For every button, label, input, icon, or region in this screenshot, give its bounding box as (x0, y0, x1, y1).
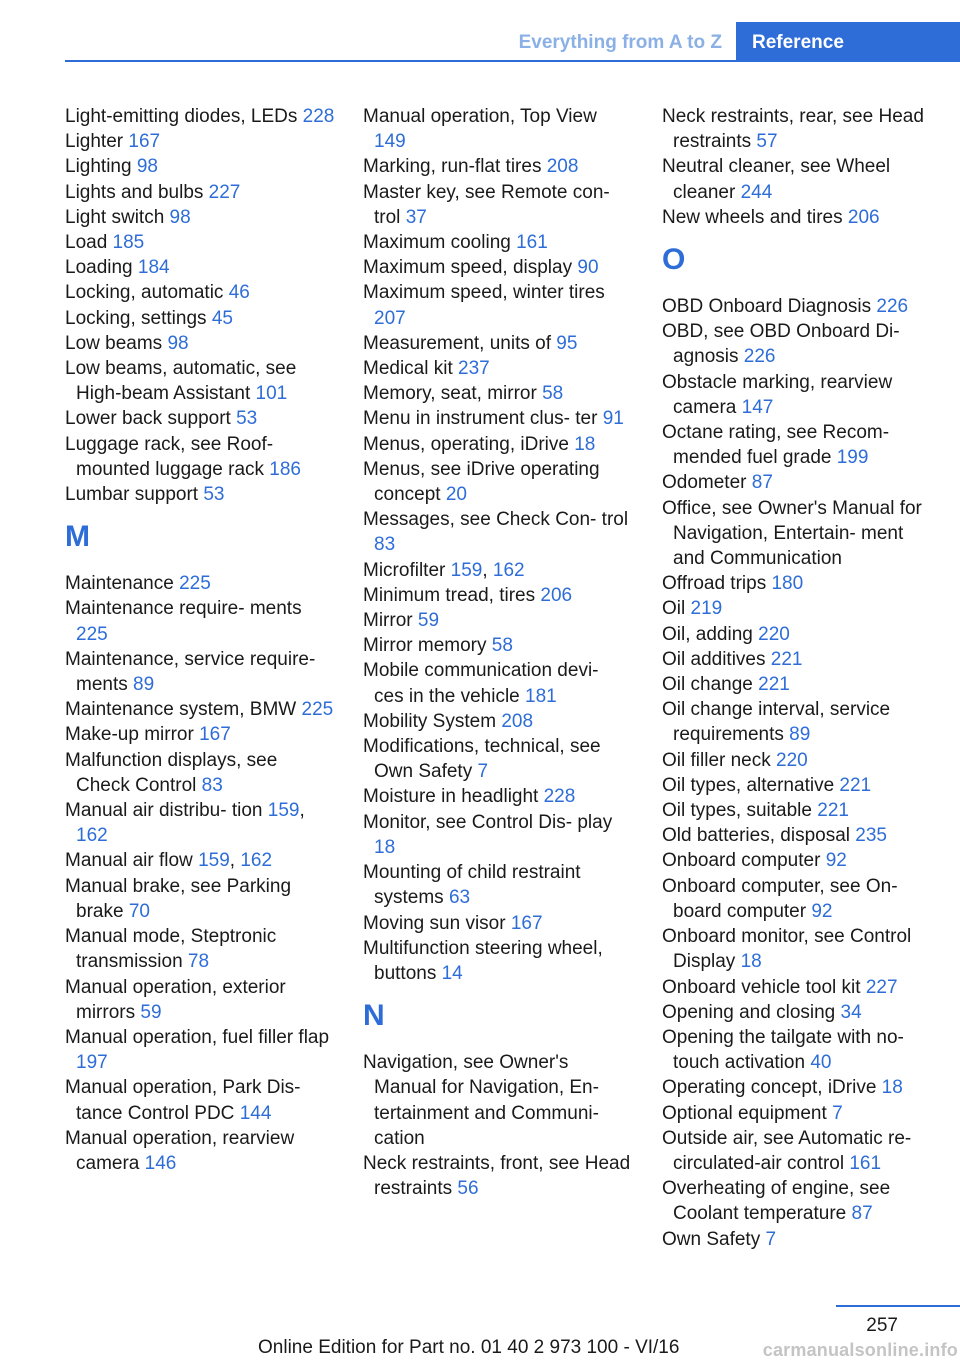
entry-term: OBD, see OBD Onboard Di- agnosis (662, 321, 900, 368)
index-entry (65, 596, 335, 646)
index-entry (363, 633, 633, 658)
entry-term: Light-emitting diodes, LEDs (65, 106, 303, 127)
index-entry (65, 1025, 335, 1075)
index-entry (363, 583, 633, 608)
index-entry (662, 975, 930, 1000)
entry-term: Minimum tread, tires (363, 584, 541, 606)
entry-term: Medical kit (363, 358, 459, 380)
page-reference-link[interactable]: 78 (187, 951, 210, 973)
index-entry (662, 773, 930, 798)
index-column-1 (65, 104, 335, 1176)
page-reference-link[interactable]: 92 (825, 850, 847, 872)
entry-term: Oil, adding (662, 623, 759, 645)
page-reference-link[interactable]: 56 (457, 1178, 479, 1200)
entry-term: Make-up mirror (65, 724, 200, 746)
index-entry (65, 748, 335, 798)
letter-heading: N (363, 999, 385, 1033)
page-reference-link[interactable]: 162 (492, 559, 525, 581)
page-number: 257 (866, 1315, 898, 1336)
page-reference-link[interactable]: 53 (203, 484, 225, 506)
page-reference-link[interactable]: 7 (832, 1102, 843, 1124)
index-entry (363, 936, 633, 986)
index-entry (65, 571, 335, 596)
entry-term: Mirror memory (363, 635, 492, 657)
entry-term: Marking, run-flat tires (363, 156, 547, 178)
index-entry (662, 748, 930, 773)
page-reference-link[interactable]: 159 (267, 800, 300, 822)
index-entry (65, 697, 335, 722)
entry-term: Locking, settings (65, 307, 212, 329)
page-reference-link[interactable]: 58 (542, 383, 564, 405)
page-reference-link[interactable]: 206 (847, 206, 880, 228)
page-reference-link[interactable]: 208 (546, 156, 579, 178)
entry-term: Light switch (65, 206, 170, 228)
page-reference-link[interactable]: 167 (510, 912, 543, 934)
page-reference-link[interactable]: 40 (810, 1052, 832, 1074)
entry-term: Maintenance require- ments (65, 598, 302, 620)
index-entry (65, 230, 335, 255)
entry-term: Lighting (65, 156, 137, 178)
index-column-3 (662, 104, 930, 1252)
index-entry (662, 154, 930, 204)
page-reference-link[interactable]: 146 (144, 1152, 177, 1174)
entry-term: Onboard vehicle tool kit (662, 976, 866, 998)
entry-term: Measurement, units of (363, 332, 557, 354)
entry-term: Oil change interval, service requirements (662, 699, 891, 746)
page-reference-link[interactable]: 89 (133, 674, 155, 696)
entry-term: Mounting of child restraint systems (363, 862, 581, 909)
index-entry (363, 608, 633, 633)
entry-term: Locking, automatic (65, 282, 229, 304)
index-entry (65, 722, 335, 747)
page-reference-link[interactable]: 89 (789, 724, 811, 746)
entry-term: Neck restraints, rear, see Head restraints (662, 106, 924, 153)
entry-term: Manual operation, Park Dis- tance Control PDC (65, 1077, 301, 1124)
index-entry (662, 798, 930, 823)
index-entry (363, 911, 633, 936)
index-column-2 (363, 104, 633, 1201)
page-reference-link[interactable]: 206 (540, 584, 573, 606)
index-entry (65, 306, 335, 331)
page-reference-link[interactable]: 162 (76, 825, 108, 847)
index-entry (363, 406, 633, 431)
entry-term: Offroad trips (662, 573, 772, 595)
page-reference-link[interactable]: 83 (374, 534, 396, 556)
page-reference-link[interactable]: 7 (765, 1228, 777, 1250)
page-reference-link[interactable]: 57 (756, 131, 778, 153)
page-reference-link[interactable]: 221 (758, 674, 790, 696)
index-entry (662, 1000, 930, 1025)
index-entry (662, 319, 930, 369)
page-reference-link[interactable]: 220 (776, 749, 808, 771)
page-reference-link[interactable]: 226 (743, 346, 776, 368)
index-entry (662, 470, 930, 495)
page-reference-link[interactable]: 161 (849, 1152, 882, 1174)
page-reference-link[interactable]: 14 (441, 962, 463, 984)
page-reference-link[interactable]: 208 (501, 710, 534, 732)
index-entry (363, 658, 633, 708)
page-reference-link[interactable]: 95 (556, 332, 578, 354)
entry-term: Obstacle marking, rearview camera (662, 371, 893, 418)
page-reference-link[interactable]: 144 (239, 1102, 272, 1124)
index-entry (65, 331, 335, 356)
page-reference-link[interactable]: 18 (374, 836, 396, 858)
entry-term: Manual mode, Steptronic transmission (65, 926, 277, 973)
index-entry (662, 420, 930, 470)
entry-term: Manual air flow (65, 850, 199, 872)
page-reference-link[interactable]: 185 (112, 232, 145, 254)
entry-term: Odometer (662, 472, 752, 494)
page-reference-link[interactable]: 159 (198, 850, 230, 872)
entry-term: Lower back support (65, 408, 237, 430)
entry-term: New wheels and tires (662, 206, 848, 228)
page-reference-link[interactable]: 98 (169, 206, 191, 228)
index-entry (662, 104, 930, 154)
index-entry (363, 1151, 633, 1201)
index-entry (65, 255, 335, 280)
index-entry (65, 154, 335, 179)
entry-term: Mobility System (363, 710, 502, 732)
page-reference-link[interactable]: 70 (128, 900, 150, 922)
entry-term: Manual air distribu- tion (65, 800, 268, 822)
entry-term: Manual brake, see Parking brake (65, 875, 292, 922)
page-reference-link[interactable]: 149 (374, 131, 406, 153)
entry-term: Oil filler neck (662, 749, 777, 771)
page-reference-link[interactable]: 87 (851, 1203, 873, 1225)
page-reference-link[interactable]: 45 (211, 307, 233, 329)
index-entry (65, 104, 335, 129)
page-reference-link[interactable]: 228 (302, 106, 335, 127)
page-reference-link[interactable]: 225 (301, 699, 334, 721)
index-entry (65, 432, 335, 482)
page-reference-link[interactable]: 235 (855, 825, 887, 847)
page-reference-link[interactable]: 46 (228, 282, 250, 304)
page-reference-link[interactable]: 167 (199, 724, 231, 746)
watermark: carmanualsonline.info (762, 1340, 958, 1360)
index-entry (662, 874, 930, 924)
entry-term: Microfilter (363, 559, 451, 581)
entry-term: Menu in instrument clus- ter (363, 408, 603, 430)
index-entry (65, 205, 335, 230)
page-reference-link[interactable]: 87 (751, 472, 773, 494)
footer-divider (836, 1305, 960, 1307)
entry-term: Memory, seat, mirror (363, 383, 543, 405)
index-entry (662, 571, 930, 596)
entry-term: Outside air, see Automatic re- circulated-air control (662, 1127, 912, 1174)
page-reference-link[interactable]: 98 (167, 332, 189, 354)
entry-term: Messages, see Check Con- trol (363, 509, 629, 531)
entry-term: OBD Onboard Diagnosis (662, 296, 877, 318)
index-entry (363, 784, 633, 809)
index-entry: Manual air distribu- tion 159, 162 (65, 800, 305, 847)
entry-term: Oil additives (662, 648, 771, 670)
page-reference-link[interactable]: 219 (690, 598, 723, 620)
entry-term: Onboard monitor, see Control Display (662, 926, 912, 973)
entry-term: Multifunction steering wheel, buttons (363, 937, 603, 984)
entry-term: Maintenance system, BMW (65, 699, 302, 721)
entry-term: Master key, see Remote con- trol (363, 181, 610, 228)
page-reference-link[interactable]: 34 (840, 1001, 862, 1023)
entry-term: Malfunction displays, see Check Control (65, 749, 278, 796)
entry-term: Oil types, alternative (662, 774, 840, 796)
index-entry (662, 1176, 930, 1226)
index-entry (363, 734, 633, 784)
index-entry (662, 596, 930, 621)
index-entry (662, 823, 930, 848)
index-entry (363, 810, 633, 860)
entry-term: Office, see Owner's Manual for Navigation, Entertain- ment and Communication (662, 497, 922, 570)
page-reference-link[interactable]: 92 (811, 900, 833, 922)
page-reference-link[interactable]: 162 (240, 850, 273, 872)
page-reference-link[interactable]: 180 (771, 573, 804, 595)
index-entry (662, 924, 930, 974)
page-reference-link[interactable]: 53 (236, 408, 258, 430)
index-entry (65, 180, 335, 205)
entry-term: Loading (65, 257, 138, 279)
entry-term: Luggage rack, see Roof-mounted luggage rack (65, 433, 274, 480)
page-reference-link[interactable]: 221 (839, 774, 872, 796)
index-entry: Manual air flow 159, 162 (65, 850, 273, 872)
entry-term: Maintenance (65, 573, 180, 595)
entry-term: Old batteries, disposal (662, 825, 856, 847)
entry-term: Maximum speed, display (363, 257, 578, 279)
index-entry (363, 331, 633, 356)
index-entry (65, 482, 335, 507)
entry-term: Oil change (662, 674, 759, 696)
entry-term: Onboard computer, see On- board computer (662, 875, 898, 922)
entry-term: Oil types, suitable (662, 800, 818, 822)
entry-term: Lumbar support (65, 484, 204, 506)
entry-term: Manual operation, rearview camera (65, 1127, 295, 1174)
page-reference-link[interactable]: 227 (865, 976, 898, 998)
page-reference-link[interactable]: 227 (208, 181, 241, 203)
index-entry (662, 1075, 930, 1100)
index-entry (65, 280, 335, 305)
page-reference-link[interactable]: 101 (255, 383, 288, 405)
index-entry (662, 622, 930, 647)
page-reference-link[interactable]: 237 (458, 358, 490, 380)
index-entry (363, 1050, 633, 1151)
index-entry (363, 154, 633, 179)
page-reference-link[interactable]: 20 (445, 484, 467, 506)
page-reference-link[interactable]: 159 (450, 559, 483, 581)
index-entry (65, 356, 335, 406)
page-reference-link[interactable]: 220 (758, 623, 790, 645)
page-reference-link[interactable]: 18 (881, 1077, 903, 1099)
index-entry (363, 255, 633, 280)
entry-term: Neck restraints, front, see Head restraints (363, 1152, 631, 1200)
page-reference-link[interactable]: 186 (269, 458, 301, 480)
page-reference-link[interactable]: 147 (741, 396, 774, 418)
entry-term: Opening the tailgate with no- touch activation (662, 1026, 904, 1074)
entry-term: Low beams, automatic, see High-beam Assistant (65, 358, 297, 405)
index-entry (363, 356, 633, 381)
letter-heading: O (662, 243, 686, 277)
entry-term: Own Safety (662, 1228, 766, 1250)
entry-term: Moisture in headlight (363, 786, 544, 808)
index-entry (662, 1227, 930, 1252)
entry-term: Low beams (65, 332, 168, 354)
page-reference-link[interactable]: 59 (417, 610, 440, 632)
page-reference-link[interactable]: 90 (577, 257, 599, 279)
index-entry (65, 129, 335, 154)
entry-term: Onboard computer (662, 850, 826, 872)
page-reference-link[interactable]: 184 (137, 257, 170, 279)
letter-heading: M (65, 520, 90, 554)
page-reference-link[interactable]: 37 (405, 206, 427, 228)
index-entry (65, 406, 335, 431)
index-entry (363, 230, 633, 255)
index-entry (662, 1101, 930, 1126)
entry-term: Maximum speed, winter tires (363, 282, 605, 304)
page-reference-link[interactable]: 225 (76, 623, 108, 645)
entry-term: Octane rating, see Recom- mended fuel grade (662, 422, 890, 469)
index-entry (363, 457, 633, 507)
page-reference-link[interactable]: 221 (817, 800, 849, 822)
entry-term: Opening and closing (662, 1001, 841, 1023)
entry-term: Manual operation, Top View (363, 106, 597, 127)
entry-term: Mobile communication devi- ces in the vehicle (363, 660, 599, 707)
page-reference-link[interactable]: 225 (179, 573, 211, 595)
entry-term: Modifications, technical, see Own Safety (363, 736, 601, 783)
entry-term: Navigation, see Owner's Manual for Navigation, En- tertainment and Communi- cation (363, 1052, 599, 1149)
entry-term: Neutral cleaner, see Wheel cleaner (662, 156, 891, 203)
entry-term: Overheating of engine, see Coolant temperature (662, 1178, 891, 1225)
edition-note: Online Edition for Part no. 01 40 2 973 100 - VI/16 (258, 1337, 680, 1358)
index-entry (65, 874, 335, 924)
entry-term: Oil (662, 598, 691, 620)
page-reference-link[interactable]: 18 (574, 433, 596, 455)
page-reference-link[interactable]: 197 (76, 1052, 108, 1074)
page-reference-link[interactable]: 199 (836, 447, 869, 469)
index-entry (662, 1126, 930, 1176)
index-entry (65, 924, 335, 974)
page-reference-link[interactable]: 83 (201, 774, 223, 796)
page-reference-link[interactable]: 63 (448, 887, 471, 909)
page-reference-link[interactable]: 228 (543, 786, 576, 808)
index-entry (662, 1025, 930, 1075)
index-entry (363, 507, 633, 557)
entry-term: Menus, operating, iDrive (363, 433, 575, 455)
index-entry (662, 848, 930, 873)
index-entry (65, 647, 335, 697)
index-entry (363, 709, 633, 734)
entry-term: Maximum cooling (363, 232, 517, 254)
index-entry (363, 860, 633, 910)
page-reference-link[interactable]: 7 (477, 761, 489, 783)
index-entry (363, 280, 633, 330)
entry-term: Operating concept, iDrive (662, 1077, 882, 1099)
page-reference-link[interactable]: 58 (491, 635, 513, 657)
entry-term: Load (65, 232, 113, 254)
entry-term: Maintenance, service require- ments (65, 648, 316, 696)
entry-term: Monitor, see Control Dis- play (363, 811, 613, 833)
index-entry (363, 104, 633, 154)
index-entry (363, 432, 633, 457)
index-entry (65, 975, 335, 1025)
entry-term: Optional equipment (662, 1102, 833, 1124)
entry-term: Lighter (65, 131, 129, 153)
header-divider (65, 60, 960, 62)
index-entry (662, 697, 930, 747)
page-reference-link[interactable]: 207 (374, 307, 406, 329)
page-reference-link[interactable]: 181 (525, 685, 557, 707)
page-reference-link[interactable]: 244 (740, 181, 773, 203)
page-reference-link[interactable]: 161 (516, 232, 548, 254)
entry-term: Mirror (363, 610, 418, 632)
index-entry (65, 1075, 335, 1125)
index-entry (363, 180, 633, 230)
page-reference-link[interactable]: 226 (876, 296, 909, 318)
entry-term: Moving sun visor (363, 912, 511, 934)
page-reference-link[interactable]: 59 (140, 1001, 162, 1023)
page-reference-link[interactable]: 91 (602, 408, 624, 430)
index-entry: Microfilter 159, 162 (363, 559, 525, 581)
entry-term: Manual operation, fuel filler flap (65, 1026, 330, 1048)
index-entry (662, 647, 930, 672)
index-entry (363, 381, 633, 406)
index-entry (65, 1126, 335, 1176)
page-reference-link[interactable]: 18 (740, 951, 762, 973)
index-entry (662, 294, 930, 319)
section-title: Everything from A to Z (518, 32, 722, 53)
page-reference-link[interactable]: 98 (136, 156, 158, 178)
entry-term: Menus, see iDrive operating concept (363, 458, 600, 506)
index-entry (662, 370, 930, 420)
entry-term: Manual operation, exterior mirrors (65, 976, 286, 1023)
index-entry (662, 672, 930, 697)
index-entry (662, 496, 930, 572)
page-reference-link[interactable]: 167 (128, 131, 161, 153)
chapter-tab: Reference (736, 22, 960, 62)
page-reference-link[interactable]: 221 (770, 648, 803, 670)
entry-term: Lights and bulbs (65, 181, 209, 203)
index-entry (662, 205, 930, 230)
